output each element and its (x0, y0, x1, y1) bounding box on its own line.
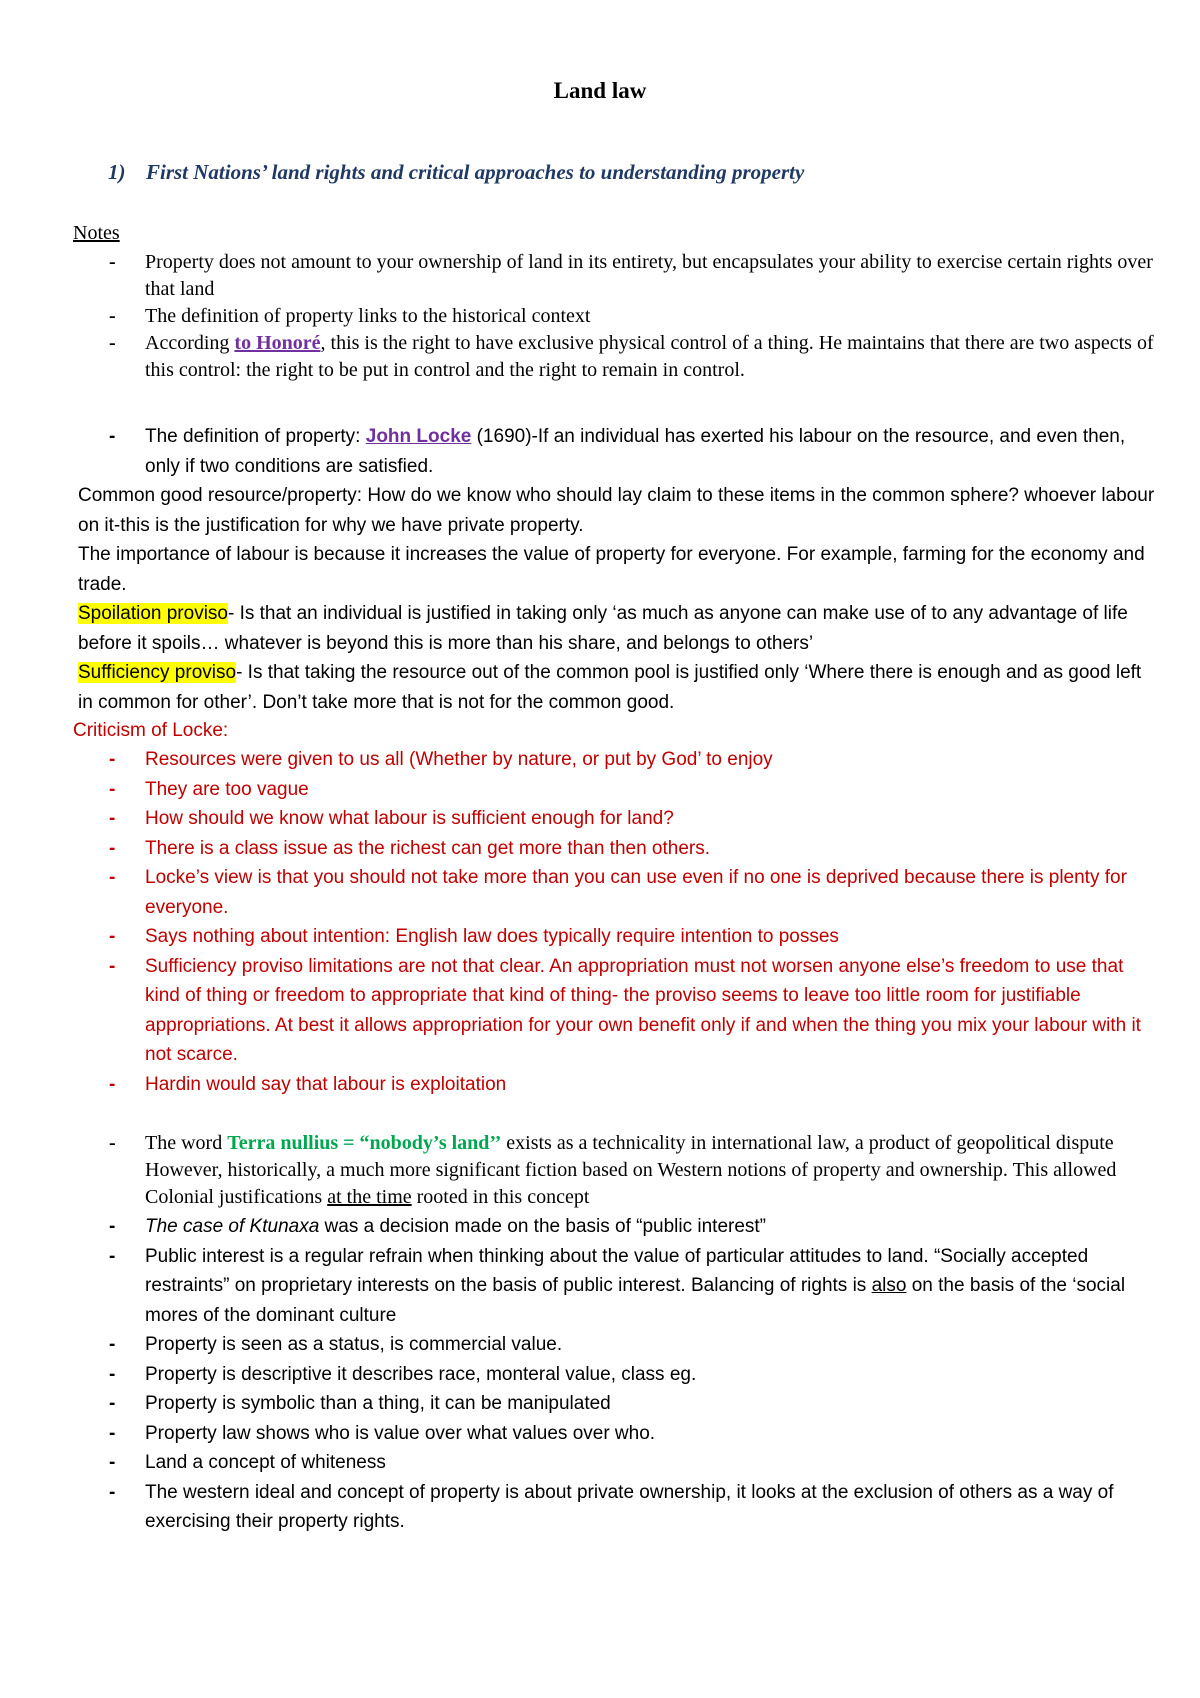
property-list-block (73, 1212, 1158, 1537)
list-item (73, 834, 1158, 864)
list-item-text: How should we know what labour is sufficient enough for land? (145, 808, 674, 829)
importance-paragraph: The importance of labour is because it increases the value of property for everyone. For example, farming for the economy and trade. (78, 544, 1145, 595)
locke-list (73, 422, 1158, 481)
list-item (73, 1448, 1158, 1478)
notes-label: Notes (73, 222, 120, 244)
section-heading-text: First Nations’ land rights and critical approaches to understanding property (146, 160, 805, 184)
list-item-text: The definition of property: (145, 426, 366, 447)
list-item (73, 1212, 1158, 1242)
spoilation-proviso-label: Spoilation proviso (78, 603, 228, 624)
criticism-label: Criticism of Locke: (73, 720, 229, 741)
paragraphs-block (78, 481, 1158, 717)
list-item-text: The definition of property links to the historical context (145, 305, 591, 327)
list-item-text: , this is the right to have exclusive physical control of a thing. He maintains that there are two aspects of this control: the right to be put in control and the right to remain in control. (145, 332, 1154, 381)
notes-list (73, 249, 1158, 384)
list-item (73, 1389, 1158, 1419)
list-item (73, 1130, 1158, 1211)
property-list (73, 1212, 1158, 1537)
list-item-text: rooted in this concept (411, 1186, 590, 1208)
common-good-paragraph: Common good resource/property: How do we know who should lay claim to these items in the common sphere? whoever labour on it-this is the justification for why we have private property. (78, 485, 1155, 536)
list-item (73, 1070, 1158, 1100)
list-item-text: Property does not amount to your ownership of land in its entirety, but encapsulates your ability to exercise certain rights over that land (145, 251, 1153, 300)
list-item-text: Says nothing about intention: English law does typically require intention to posses (145, 926, 839, 947)
list-item-text: The western ideal and concept of property is about private ownership, it looks at the exclusion of others as a way of exercising their property rights. (145, 1481, 1114, 1532)
terra-nullius-term: Terra nullius = “nobody’s land’’ (227, 1132, 502, 1154)
list-item-text: Property law shows who is value over what values over who. (145, 1422, 656, 1444)
list-item-text: was a decision made on the basis of “public interest” (319, 1216, 767, 1237)
spoilation-paragraph (78, 599, 1158, 658)
locke-list-block (73, 422, 1158, 481)
list-item-text: exists as a technicality in international law, a product of geopolitical dispute However, historically, a much more significant fiction based on Western notions of property and ownership. This allowed Colonial justifications (145, 1132, 1117, 1208)
list-item-text: Hardin would say that labour is exploitation (145, 1073, 507, 1095)
list-item-text: on the basis of the ‘social mores of the dominant culture (145, 1275, 1126, 1326)
list-item-text: Property is seen as a status, is commercial value. (145, 1334, 563, 1355)
list-item-text: Locke’s view is that you should not take more than you can use even if no one is deprived because there is plenty for everyone. (145, 867, 1127, 918)
list-item (73, 1330, 1158, 1360)
underlined-text: at the time (327, 1186, 412, 1208)
list-item (73, 863, 1158, 922)
section-number: 1) (108, 160, 126, 184)
list-item (73, 952, 1158, 1070)
honore-link[interactable]: to Honoré (234, 332, 321, 354)
criticism-list (73, 745, 1158, 1099)
list-item (73, 249, 1158, 303)
john-locke-link[interactable]: John Locke (365, 426, 472, 447)
list-item-text: (1690)-If an individual has exerted his labour on the resource, and even then, only if two conditions are satisfied. (145, 426, 1126, 477)
terra-list (73, 1130, 1158, 1211)
list-item-text: The word (145, 1132, 228, 1154)
underlined-text: also (871, 1275, 907, 1296)
list-item (73, 1242, 1158, 1331)
list-item-text: Land a concept of whiteness (145, 1452, 386, 1473)
list-item (73, 745, 1158, 775)
list-item (73, 804, 1158, 834)
document-title: Land law (553, 78, 647, 103)
list-item (73, 422, 1158, 481)
sufficiency-text: - Is that taking the resource out of the common pool is justified only ‘Where there is enough and as good left in common for other’. Don’t take more that is not for the common good. (78, 662, 1142, 713)
list-item-text: Property is descriptive it describes race, monteral value, class eg. (145, 1363, 697, 1385)
list-item (73, 922, 1158, 952)
list-item-text: They are too vague (145, 778, 309, 800)
ktunaxa-case: The case of Ktunaxa (145, 1216, 320, 1237)
list-item (73, 1419, 1158, 1449)
sufficiency-proviso-label: Sufficiency proviso (78, 662, 237, 683)
terra-list-block (73, 1130, 1158, 1211)
list-item (73, 330, 1158, 384)
list-item (73, 1360, 1158, 1390)
list-item-text: There is a class issue as the richest can get more than then others. (145, 837, 711, 859)
section-heading (108, 160, 804, 185)
list-item (73, 1478, 1158, 1537)
criticism-list-block (73, 745, 1158, 1099)
list-item-text: Property is symbolic than a thing, it can be manipulated (145, 1393, 611, 1414)
list-item-text: Sufficiency proviso limitations are not that clear. An appropriation must not worsen anyone else’s freedom to use that kind of thing or freedom to appropriate that kind of thing- the proviso seems to leave too little room for justifiable appropriations. At best it allows appropriation for your own benefit only if and when the thing you mix your labour with it not scarce. (145, 955, 1141, 1065)
list-item-text: Public interest is a regular refrain when thinking about the value of particular attitudes to land. “Socially accepted restraints” on proprietary interests on the basis of public interest. Balancing of rights is (145, 1245, 1089, 1296)
list-item (73, 775, 1158, 805)
list-item (73, 303, 1158, 330)
spoilation-text: - Is that an individual is justified in taking only ‘as much as anyone can make use of to any advantage of life before it spoils… whatever is beyond this is more than his share, and belongs to others’ (78, 603, 1128, 654)
list-item-text: Resources were given to us all (Whether by nature, or put by God’ to enjoy (145, 749, 773, 770)
list-item-text: According (145, 332, 235, 354)
notes-list-block (73, 249, 1158, 384)
sufficiency-paragraph (78, 658, 1158, 717)
